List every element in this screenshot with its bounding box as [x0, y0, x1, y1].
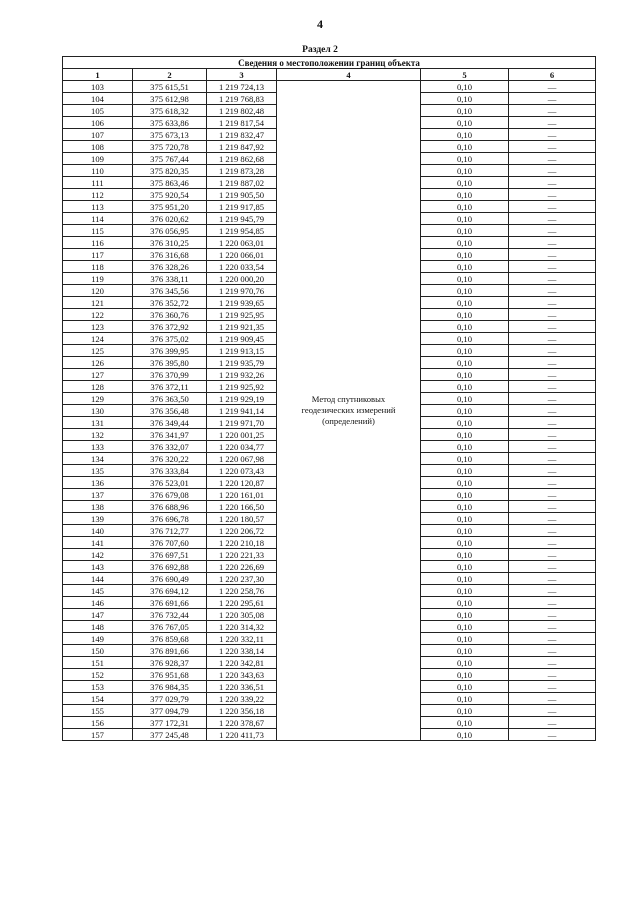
- x-coordinate-cell: 376 310,25: [133, 237, 207, 249]
- description-cell: —: [509, 273, 596, 285]
- point-number-cell: 111: [63, 177, 133, 189]
- y-coordinate-cell: 1 219 847,92: [207, 141, 277, 153]
- y-coordinate-cell: 1 220 343,63: [207, 669, 277, 681]
- point-number-cell: 157: [63, 729, 133, 741]
- point-number-cell: 128: [63, 381, 133, 393]
- column-number: 5: [421, 69, 509, 81]
- y-coordinate-cell: 1 219 817,54: [207, 117, 277, 129]
- point-number-cell: 132: [63, 429, 133, 441]
- point-number-cell: 105: [63, 105, 133, 117]
- y-coordinate-cell: 1 219 887,02: [207, 177, 277, 189]
- y-coordinate-cell: 1 220 305,08: [207, 609, 277, 621]
- y-coordinate-cell: 1 220 000,20: [207, 273, 277, 285]
- y-coordinate-cell: 1 220 378,67: [207, 717, 277, 729]
- accuracy-cell: 0,10: [421, 93, 509, 105]
- description-cell: —: [509, 285, 596, 297]
- description-cell: —: [509, 549, 596, 561]
- accuracy-cell: 0,10: [421, 585, 509, 597]
- y-coordinate-cell: 1 219 917,85: [207, 201, 277, 213]
- description-cell: —: [509, 537, 596, 549]
- point-number-cell: 116: [63, 237, 133, 249]
- y-coordinate-cell: 1 219 909,45: [207, 333, 277, 345]
- y-coordinate-cell: 1 220 034,77: [207, 441, 277, 453]
- point-number-cell: 145: [63, 585, 133, 597]
- accuracy-cell: 0,10: [421, 165, 509, 177]
- accuracy-cell: 0,10: [421, 525, 509, 537]
- x-coordinate-cell: 375 720,78: [133, 141, 207, 153]
- x-coordinate-cell: 377 029,79: [133, 693, 207, 705]
- y-coordinate-cell: 1 220 338,14: [207, 645, 277, 657]
- description-cell: —: [509, 429, 596, 441]
- y-coordinate-cell: 1 220 411,73: [207, 729, 277, 741]
- x-coordinate-cell: 376 859,68: [133, 633, 207, 645]
- y-coordinate-cell: 1 219 768,83: [207, 93, 277, 105]
- accuracy-cell: 0,10: [421, 81, 509, 93]
- y-coordinate-cell: 1 220 180,57: [207, 513, 277, 525]
- column-number: 4: [277, 69, 421, 81]
- accuracy-cell: 0,10: [421, 669, 509, 681]
- description-cell: —: [509, 345, 596, 357]
- description-cell: —: [509, 717, 596, 729]
- boundary-coordinates-table: [62, 56, 596, 741]
- accuracy-cell: 0,10: [421, 213, 509, 225]
- method-cell: [277, 81, 421, 741]
- x-coordinate-cell: 376 891,66: [133, 645, 207, 657]
- x-coordinate-cell: 375 612,98: [133, 93, 207, 105]
- description-cell: —: [509, 393, 596, 405]
- accuracy-cell: 0,10: [421, 129, 509, 141]
- y-coordinate-cell: 1 220 226,69: [207, 561, 277, 573]
- description-cell: —: [509, 573, 596, 585]
- description-cell: —: [509, 381, 596, 393]
- point-number-cell: 130: [63, 405, 133, 417]
- x-coordinate-cell: 376 523,01: [133, 477, 207, 489]
- point-number-cell: 125: [63, 345, 133, 357]
- x-coordinate-cell: 376 316,68: [133, 249, 207, 261]
- description-cell: —: [509, 621, 596, 633]
- x-coordinate-cell: 377 245,48: [133, 729, 207, 741]
- description-cell: —: [509, 213, 596, 225]
- description-cell: —: [509, 357, 596, 369]
- point-number-cell: 150: [63, 645, 133, 657]
- y-coordinate-cell: 1 219 935,79: [207, 357, 277, 369]
- description-cell: —: [509, 513, 596, 525]
- point-number-cell: 152: [63, 669, 133, 681]
- accuracy-cell: 0,10: [421, 729, 509, 741]
- y-coordinate-cell: 1 219 945,79: [207, 213, 277, 225]
- x-coordinate-cell: 376 338,11: [133, 273, 207, 285]
- y-coordinate-cell: 1 220 161,01: [207, 489, 277, 501]
- point-number-cell: 138: [63, 501, 133, 513]
- description-cell: —: [509, 681, 596, 693]
- x-coordinate-cell: 376 712,77: [133, 525, 207, 537]
- y-coordinate-cell: 1 220 073,43: [207, 465, 277, 477]
- description-cell: —: [509, 477, 596, 489]
- description-cell: —: [509, 465, 596, 477]
- description-cell: —: [509, 585, 596, 597]
- y-coordinate-cell: 1 219 913,15: [207, 345, 277, 357]
- description-cell: —: [509, 237, 596, 249]
- point-number-cell: 126: [63, 357, 133, 369]
- x-coordinate-cell: 375 673,13: [133, 129, 207, 141]
- x-coordinate-cell: 376 352,72: [133, 297, 207, 309]
- y-coordinate-cell: 1 220 336,51: [207, 681, 277, 693]
- accuracy-cell: 0,10: [421, 417, 509, 429]
- accuracy-cell: 0,10: [421, 249, 509, 261]
- point-number-cell: 143: [63, 561, 133, 573]
- x-coordinate-cell: 376 707,60: [133, 537, 207, 549]
- column-number: 1: [63, 69, 133, 81]
- x-coordinate-cell: 376 928,37: [133, 657, 207, 669]
- point-number-cell: 114: [63, 213, 133, 225]
- y-coordinate-cell: 1 219 970,76: [207, 285, 277, 297]
- y-coordinate-cell: 1 219 941,14: [207, 405, 277, 417]
- accuracy-cell: 0,10: [421, 321, 509, 333]
- description-cell: —: [509, 693, 596, 705]
- point-number-cell: 135: [63, 465, 133, 477]
- y-coordinate-cell: 1 220 314,32: [207, 621, 277, 633]
- x-coordinate-cell: 376 370,99: [133, 369, 207, 381]
- point-number-cell: 107: [63, 129, 133, 141]
- y-coordinate-cell: 1 220 033,54: [207, 261, 277, 273]
- accuracy-cell: 0,10: [421, 681, 509, 693]
- y-coordinate-cell: 1 220 066,01: [207, 249, 277, 261]
- point-number-cell: 129: [63, 393, 133, 405]
- point-number-cell: 127: [63, 369, 133, 381]
- y-coordinate-cell: 1 220 258,76: [207, 585, 277, 597]
- point-number-cell: 139: [63, 513, 133, 525]
- x-coordinate-cell: 376 320,22: [133, 453, 207, 465]
- y-coordinate-cell: 1 220 237,30: [207, 573, 277, 585]
- point-number-cell: 118: [63, 261, 133, 273]
- x-coordinate-cell: 376 356,48: [133, 405, 207, 417]
- accuracy-cell: 0,10: [421, 561, 509, 573]
- y-coordinate-cell: 1 220 001,25: [207, 429, 277, 441]
- description-cell: —: [509, 105, 596, 117]
- x-coordinate-cell: 376 951,68: [133, 669, 207, 681]
- x-coordinate-cell: 376 341,97: [133, 429, 207, 441]
- description-cell: —: [509, 441, 596, 453]
- accuracy-cell: 0,10: [421, 345, 509, 357]
- accuracy-cell: 0,10: [421, 597, 509, 609]
- y-coordinate-cell: 1 219 832,47: [207, 129, 277, 141]
- point-number-cell: 156: [63, 717, 133, 729]
- point-number-cell: 106: [63, 117, 133, 129]
- accuracy-cell: 0,10: [421, 657, 509, 669]
- accuracy-cell: 0,10: [421, 117, 509, 129]
- y-coordinate-cell: 1 219 925,95: [207, 309, 277, 321]
- x-coordinate-cell: 375 767,44: [133, 153, 207, 165]
- accuracy-cell: 0,10: [421, 393, 509, 405]
- point-number-cell: 109: [63, 153, 133, 165]
- accuracy-cell: 0,10: [421, 645, 509, 657]
- point-number-cell: 136: [63, 477, 133, 489]
- description-cell: —: [509, 657, 596, 669]
- description-cell: —: [509, 141, 596, 153]
- point-number-cell: 146: [63, 597, 133, 609]
- accuracy-cell: 0,10: [421, 153, 509, 165]
- accuracy-cell: 0,10: [421, 429, 509, 441]
- x-coordinate-cell: 376 360,76: [133, 309, 207, 321]
- y-coordinate-cell: 1 219 954,85: [207, 225, 277, 237]
- point-number-cell: 119: [63, 273, 133, 285]
- x-coordinate-cell: 376 692,88: [133, 561, 207, 573]
- description-cell: —: [509, 249, 596, 261]
- accuracy-cell: 0,10: [421, 357, 509, 369]
- column-number: 6: [509, 69, 596, 81]
- accuracy-cell: 0,10: [421, 369, 509, 381]
- point-number-cell: 110: [63, 165, 133, 177]
- point-number-cell: 142: [63, 549, 133, 561]
- point-number-cell: 154: [63, 693, 133, 705]
- accuracy-cell: 0,10: [421, 261, 509, 273]
- accuracy-cell: 0,10: [421, 609, 509, 621]
- accuracy-cell: 0,10: [421, 141, 509, 153]
- x-coordinate-cell: 375 920,54: [133, 189, 207, 201]
- y-coordinate-cell: 1 220 295,61: [207, 597, 277, 609]
- accuracy-cell: 0,10: [421, 453, 509, 465]
- description-cell: —: [509, 309, 596, 321]
- column-number: 2: [133, 69, 207, 81]
- point-number-cell: 131: [63, 417, 133, 429]
- y-coordinate-cell: 1 220 342,81: [207, 657, 277, 669]
- y-coordinate-cell: 1 219 905,50: [207, 189, 277, 201]
- method-text-line: геодезических измерений: [301, 405, 396, 415]
- x-coordinate-cell: 376 696,78: [133, 513, 207, 525]
- point-number-cell: 112: [63, 189, 133, 201]
- accuracy-cell: 0,10: [421, 537, 509, 549]
- point-number-cell: 134: [63, 453, 133, 465]
- point-number-cell: 115: [63, 225, 133, 237]
- description-cell: —: [509, 225, 596, 237]
- point-number-cell: 148: [63, 621, 133, 633]
- accuracy-cell: 0,10: [421, 705, 509, 717]
- description-cell: —: [509, 405, 596, 417]
- y-coordinate-cell: 1 219 971,70: [207, 417, 277, 429]
- x-coordinate-cell: 375 633,86: [133, 117, 207, 129]
- accuracy-cell: 0,10: [421, 225, 509, 237]
- x-coordinate-cell: 376 399,95: [133, 345, 207, 357]
- x-coordinate-cell: 376 688,96: [133, 501, 207, 513]
- description-cell: —: [509, 201, 596, 213]
- accuracy-cell: 0,10: [421, 405, 509, 417]
- description-cell: —: [509, 165, 596, 177]
- description-cell: —: [509, 81, 596, 93]
- accuracy-cell: 0,10: [421, 633, 509, 645]
- description-cell: —: [509, 261, 596, 273]
- point-number-cell: 108: [63, 141, 133, 153]
- description-cell: —: [509, 501, 596, 513]
- description-cell: —: [509, 417, 596, 429]
- y-coordinate-cell: 1 220 356,18: [207, 705, 277, 717]
- table-body: [63, 81, 596, 741]
- accuracy-cell: 0,10: [421, 513, 509, 525]
- accuracy-cell: 0,10: [421, 477, 509, 489]
- x-coordinate-cell: 375 618,32: [133, 105, 207, 117]
- point-number-cell: 117: [63, 249, 133, 261]
- description-cell: —: [509, 609, 596, 621]
- x-coordinate-cell: 376 690,49: [133, 573, 207, 585]
- point-number-cell: 137: [63, 489, 133, 501]
- x-coordinate-cell: 376 984,35: [133, 681, 207, 693]
- point-number-cell: 123: [63, 321, 133, 333]
- accuracy-cell: 0,10: [421, 177, 509, 189]
- point-number-cell: 121: [63, 297, 133, 309]
- x-coordinate-cell: 376 372,11: [133, 381, 207, 393]
- accuracy-cell: 0,10: [421, 105, 509, 117]
- description-cell: —: [509, 333, 596, 345]
- x-coordinate-cell: 376 333,84: [133, 465, 207, 477]
- description-cell: —: [509, 729, 596, 741]
- method-text-line: (определений): [322, 416, 375, 426]
- y-coordinate-cell: 1 220 067,98: [207, 453, 277, 465]
- y-coordinate-cell: 1 220 166,50: [207, 501, 277, 513]
- page-number: 4: [317, 17, 323, 31]
- accuracy-cell: 0,10: [421, 285, 509, 297]
- column-number-row: [63, 69, 596, 81]
- section-title: Раздел 2: [302, 45, 338, 55]
- y-coordinate-cell: 1 219 802,48: [207, 105, 277, 117]
- description-cell: —: [509, 177, 596, 189]
- x-coordinate-cell: 376 056,95: [133, 225, 207, 237]
- description-cell: —: [509, 189, 596, 201]
- accuracy-cell: 0,10: [421, 489, 509, 501]
- accuracy-cell: 0,10: [421, 573, 509, 585]
- description-cell: —: [509, 93, 596, 105]
- accuracy-cell: 0,10: [421, 309, 509, 321]
- x-coordinate-cell: 376 363,50: [133, 393, 207, 405]
- x-coordinate-cell: 376 349,44: [133, 417, 207, 429]
- description-cell: —: [509, 525, 596, 537]
- x-coordinate-cell: 375 820,35: [133, 165, 207, 177]
- method-text-line: Метод спутниковых: [311, 394, 386, 404]
- x-coordinate-cell: 376 679,08: [133, 489, 207, 501]
- x-coordinate-cell: 376 372,92: [133, 321, 207, 333]
- x-coordinate-cell: 377 094,79: [133, 705, 207, 717]
- column-number: 3: [207, 69, 277, 81]
- y-coordinate-cell: 1 219 932,26: [207, 369, 277, 381]
- accuracy-cell: 0,10: [421, 381, 509, 393]
- y-coordinate-cell: 1 220 210,18: [207, 537, 277, 549]
- x-coordinate-cell: 375 615,51: [133, 81, 207, 93]
- description-cell: —: [509, 453, 596, 465]
- description-cell: —: [509, 561, 596, 573]
- description-cell: —: [509, 597, 596, 609]
- y-coordinate-cell: 1 219 724,13: [207, 81, 277, 93]
- point-number-cell: 144: [63, 573, 133, 585]
- x-coordinate-cell: 376 694,12: [133, 585, 207, 597]
- point-number-cell: 147: [63, 609, 133, 621]
- y-coordinate-cell: 1 219 921,35: [207, 321, 277, 333]
- x-coordinate-cell: 376 691,66: [133, 597, 207, 609]
- x-coordinate-cell: 376 345,56: [133, 285, 207, 297]
- y-coordinate-cell: 1 220 332,11: [207, 633, 277, 645]
- x-coordinate-cell: 375 863,46: [133, 177, 207, 189]
- point-number-cell: 104: [63, 93, 133, 105]
- accuracy-cell: 0,10: [421, 717, 509, 729]
- y-coordinate-cell: 1 219 939,65: [207, 297, 277, 309]
- description-cell: —: [509, 489, 596, 501]
- point-number-cell: 149: [63, 633, 133, 645]
- point-number-cell: 103: [63, 81, 133, 93]
- x-coordinate-cell: 376 020,62: [133, 213, 207, 225]
- accuracy-cell: 0,10: [421, 441, 509, 453]
- accuracy-cell: 0,10: [421, 621, 509, 633]
- y-coordinate-cell: 1 220 221,33: [207, 549, 277, 561]
- accuracy-cell: 0,10: [421, 549, 509, 561]
- point-number-cell: 124: [63, 333, 133, 345]
- point-number-cell: 155: [63, 705, 133, 717]
- accuracy-cell: 0,10: [421, 501, 509, 513]
- accuracy-cell: 0,10: [421, 201, 509, 213]
- table-caption: Сведения о местоположении границ объекта: [63, 57, 596, 69]
- x-coordinate-cell: 376 332,07: [133, 441, 207, 453]
- point-number-cell: 113: [63, 201, 133, 213]
- description-cell: —: [509, 705, 596, 717]
- y-coordinate-cell: 1 220 120,87: [207, 477, 277, 489]
- y-coordinate-cell: 1 219 873,28: [207, 165, 277, 177]
- accuracy-cell: 0,10: [421, 273, 509, 285]
- description-cell: —: [509, 153, 596, 165]
- x-coordinate-cell: 376 328,26: [133, 261, 207, 273]
- x-coordinate-cell: 376 375,02: [133, 333, 207, 345]
- description-cell: —: [509, 369, 596, 381]
- point-number-cell: 140: [63, 525, 133, 537]
- point-number-cell: 141: [63, 537, 133, 549]
- x-coordinate-cell: 376 732,44: [133, 609, 207, 621]
- y-coordinate-cell: 1 220 339,22: [207, 693, 277, 705]
- description-cell: —: [509, 633, 596, 645]
- accuracy-cell: 0,10: [421, 333, 509, 345]
- description-cell: —: [509, 321, 596, 333]
- accuracy-cell: 0,10: [421, 237, 509, 249]
- y-coordinate-cell: 1 220 206,72: [207, 525, 277, 537]
- accuracy-cell: 0,10: [421, 297, 509, 309]
- accuracy-cell: 0,10: [421, 693, 509, 705]
- description-cell: —: [509, 129, 596, 141]
- x-coordinate-cell: 375 951,20: [133, 201, 207, 213]
- point-number-cell: 120: [63, 285, 133, 297]
- description-cell: —: [509, 645, 596, 657]
- point-number-cell: 153: [63, 681, 133, 693]
- accuracy-cell: 0,10: [421, 189, 509, 201]
- point-number-cell: 122: [63, 309, 133, 321]
- y-coordinate-cell: 1 219 862,68: [207, 153, 277, 165]
- table-row: [63, 81, 596, 93]
- description-cell: —: [509, 117, 596, 129]
- accuracy-cell: 0,10: [421, 465, 509, 477]
- table-caption-row: [63, 57, 596, 69]
- y-coordinate-cell: 1 219 929,19: [207, 393, 277, 405]
- description-cell: —: [509, 669, 596, 681]
- description-cell: —: [509, 297, 596, 309]
- x-coordinate-cell: 377 172,31: [133, 717, 207, 729]
- y-coordinate-cell: 1 219 925,92: [207, 381, 277, 393]
- point-number-cell: 151: [63, 657, 133, 669]
- x-coordinate-cell: 376 697,51: [133, 549, 207, 561]
- y-coordinate-cell: 1 220 063,01: [207, 237, 277, 249]
- point-number-cell: 133: [63, 441, 133, 453]
- x-coordinate-cell: 376 395,80: [133, 357, 207, 369]
- x-coordinate-cell: 376 767,05: [133, 621, 207, 633]
